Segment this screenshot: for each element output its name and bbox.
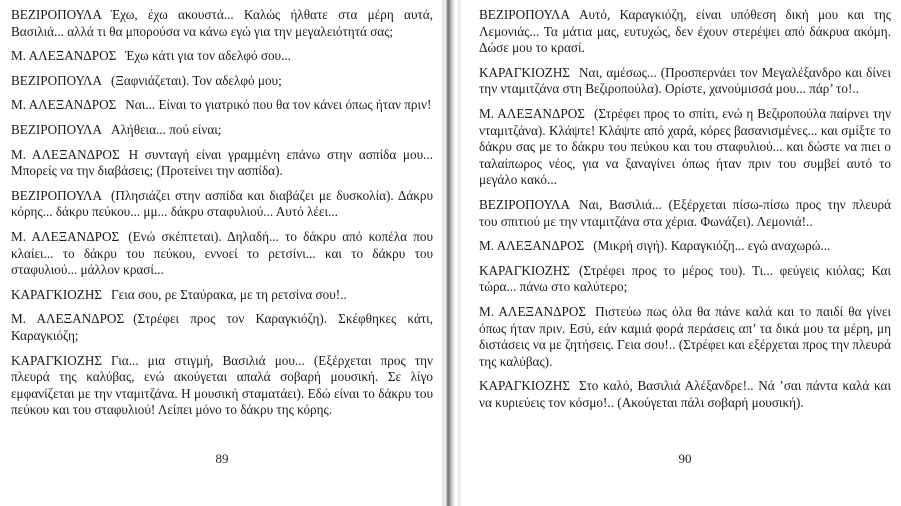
speaker-name: ΒΕΖΙΡΟΠΟΥΛΑ [11, 121, 102, 137]
speaker-name: Μ. ΑΛΕΞΑΝΔΡΟΣ [11, 97, 117, 113]
dialogue-text: Πιστεύω πως όλα θα πάνε καλά και το παιδί θα γίνει όπως ήταν πριν. Εσύ, εάν καμιά φορά περάσεις απ’ τα δικά μου τα μέρη, μη διστάσεις να με ζητήσεις. Γεια σου!.. (Στρέφει και εξέρχεται προς την πλευρά της καλύβας). [479, 303, 891, 369]
dialogue-paragraph [11, 147, 433, 180]
dialogue-text: Ναι, Βασιλιά... (Εξέρχεται πίσω-πίσω προς την πλευρά του σπιτιού με την νταμιτζάνα στα χέρια. Φωνάζει). Λεμονιά!.. [479, 196, 891, 229]
speaker-name: ΒΕΖΙΡΟΠΟΥΛΑ [479, 196, 570, 212]
speaker-name: ΒΕΖΙΡΟΠΟΥΛΑ [11, 72, 102, 88]
dialogue-text: (Μικρή σιγή). Καραγκιόζη... εγώ αναχωρώ... [593, 238, 831, 254]
speaker-name: Μ. ΑΛΕΞΑΝΔΡΟΣ [11, 146, 120, 162]
speaker-name: ΒΕΖΙΡΟΠΟΥΛΑ [11, 7, 102, 22]
dialogue-paragraph [479, 65, 891, 98]
speaker-name: Μ. ΑΛΕΞΑΝΔΡΟΣ [11, 48, 117, 64]
dialogue-paragraph [479, 7, 891, 57]
dialogue-text: (Στρέφει προς το σπίτι, ενώ η Βεζιροπούλα παίρνει την νταμιτζάνα). Κλάψτε! Κλάψτε από χαρά, κόρες βασανισμένες... και σμίξτε το δάκρυ σας με το δάκρυ του πεύκου και του σταφυλιού... και δώστε να πιει ο ταλαίπωρος νέος, για να ξαναγίνει όπως ήταν πριν του συμβεί αυτό το μεγάλο κακό... [479, 105, 891, 188]
speaker-name: ΒΕΖΙΡΟΠΟΥΛΑ [479, 7, 570, 22]
dialogue-paragraph [11, 97, 433, 114]
page-right [479, 7, 891, 419]
dialogue-paragraph [479, 238, 891, 255]
dialogue-paragraph [11, 287, 433, 304]
dialogue-paragraph [479, 304, 891, 370]
speaker-name: ΚΑΡΑΓΚΙΟΖΗΣ [479, 378, 571, 394]
dialogue-text: Ναι... Είναι το γιατρικό που θα τον κάνει όπως ήταν πριν! [125, 97, 432, 113]
dialogue-text: Αυτό, Καραγκιόζη, είναι υπόθεση δική μου και της Λεμονιάς... Τα μάτια μας, ευτυχώς, δεν έχουν στερέψει από δάκρυα ακόμη. Δώσε μου το κρασί. [479, 7, 891, 56]
dialogue-paragraph [11, 73, 433, 90]
dialogue-text: Στο καλό, Βασιλιά Αλέξανδρε!.. Νά ’σαι πάντα καλά και να κυριεύεις τον κόσμο!.. (Ακούγεται πάλι σοβαρή μουσική). [479, 378, 891, 410]
dialogue-text: Η συνταγή είναι γραμμένη επάνω στην ασπίδα μου... Μπορείς να την διαβάσεις; (Προτείνει την ασπίδα). [11, 146, 433, 179]
speaker-name: Μ. ΑΛΕΞΑΝΔΡΟΣ [479, 303, 587, 319]
dialogue-paragraph [11, 188, 433, 221]
dialogue-paragraph [479, 263, 891, 296]
dialogue-paragraph [11, 311, 433, 344]
dialogue-text: Ναι, αμέσως... (Προσπερνάει τον Μεγαλέξανδρο και δίνει την νταμιτζάνα στη Βεζιροπούλα). Ορίστε, χανούμισσά μου... πάρ’ το!.. [479, 64, 891, 97]
speaker-name: ΒΕΖΙΡΟΠΟΥΛΑ [11, 187, 102, 203]
dialogue-paragraph [11, 7, 433, 40]
page-number-left: 89 [215, 451, 229, 466]
right-page-dialogue [479, 7, 891, 411]
dialogue-text: Αλήθεια... πού είναι; [111, 121, 222, 137]
page-left [11, 7, 433, 427]
dialogue-text: Έχω κάτι για τον αδελφό σου... [125, 48, 291, 64]
speaker-name: Μ. ΑΛΕΞΑΝΔΡΟΣ [11, 228, 120, 244]
dialogue-paragraph [11, 229, 433, 279]
dialogue-text: (Ξαφνιάζεται). Τον αδελφό μου; [111, 72, 282, 88]
book-spine-gutter [437, 0, 464, 506]
dialogue-paragraph [11, 48, 433, 65]
dialogue-text: Γεια σου, ρε Σταύρακα, με τη ρετσίνα σου!.. [111, 286, 347, 302]
speaker-name: ΚΑΡΑΓΚΙΟΖΗΣ [11, 352, 103, 368]
speaker-name: Μ. ΑΛΕΞΑΝΔΡΟΣ [479, 238, 585, 254]
dialogue-paragraph [11, 122, 433, 139]
dialogue-text: (Ενώ σκέπτεται). Δηλαδή... το δάκρυ από κοπέλα που κλαίει... το δάκρυ του πεύκου, εννοεί το ρετσίνι... και το δάκρυ του σταφυλιού... μάλλον κρασί... [11, 228, 434, 278]
speaker-name: ΚΑΡΑΓΚΙΟΖΗΣ [11, 286, 103, 302]
dialogue-paragraph [479, 106, 891, 189]
dialogue-text: Για... μια στιγμή, Βασιλιά μου... (Εξέρχεται προς την πλευρά της καλύβας, ενώ ακούγεται απαλά σοβαρή μουσική. Σε λίγο εμφανίζεται με την νταμιτζάνα. Η μουσική σταματάει). Εδώ είναι το δάκρυ του πεύκου και του σταφυλιού! Λείπει μόνο το δάκρυ της κόρης. [11, 352, 433, 418]
dialogue-text: (Στρέφει προς το μέρος του). Τι... φεύγεις κιόλας; Και τώρα... πάνω στο καλύτερο; [479, 262, 891, 295]
speaker-name: ΚΑΡΑΓΚΙΟΖΗΣ [479, 262, 571, 278]
dialogue-text: Έχω, έχω ακουστά... Καλώς ήλθατε στα μέρη αυτά, Βασιλιά... αλλά τι θα μπορούσα να κάνω εγώ για την μεγαλειότητά σας; [11, 7, 433, 39]
speaker-name: Μ. ΑΛΕΞΑΝΔΡΟΣ [11, 311, 125, 327]
dialogue-paragraph [479, 197, 891, 230]
speaker-name: Μ. ΑΛΕΞΑΝΔΡΟΣ [479, 105, 585, 121]
dialogue-paragraph [479, 378, 891, 411]
dialogue-paragraph [11, 353, 433, 419]
dialogue-text: (Πλησιάζει στην ασπίδα και διαβάζει με δυσκολία). Δάκρυ κόρης... δάκρυ πεύκου... μμ... δάκρυ σταφυλιού... Αυτό λέει... [11, 187, 433, 220]
page-number-right: 90 [678, 451, 692, 466]
left-page-dialogue [11, 7, 433, 419]
speaker-name: ΚΑΡΑΓΚΙΟΖΗΣ [479, 64, 571, 80]
dialogue-text: (Στρέφει προς τον Καραγκιόζη). Σκέφθηκες κάτι, Καραγκιόζη; [11, 311, 433, 343]
